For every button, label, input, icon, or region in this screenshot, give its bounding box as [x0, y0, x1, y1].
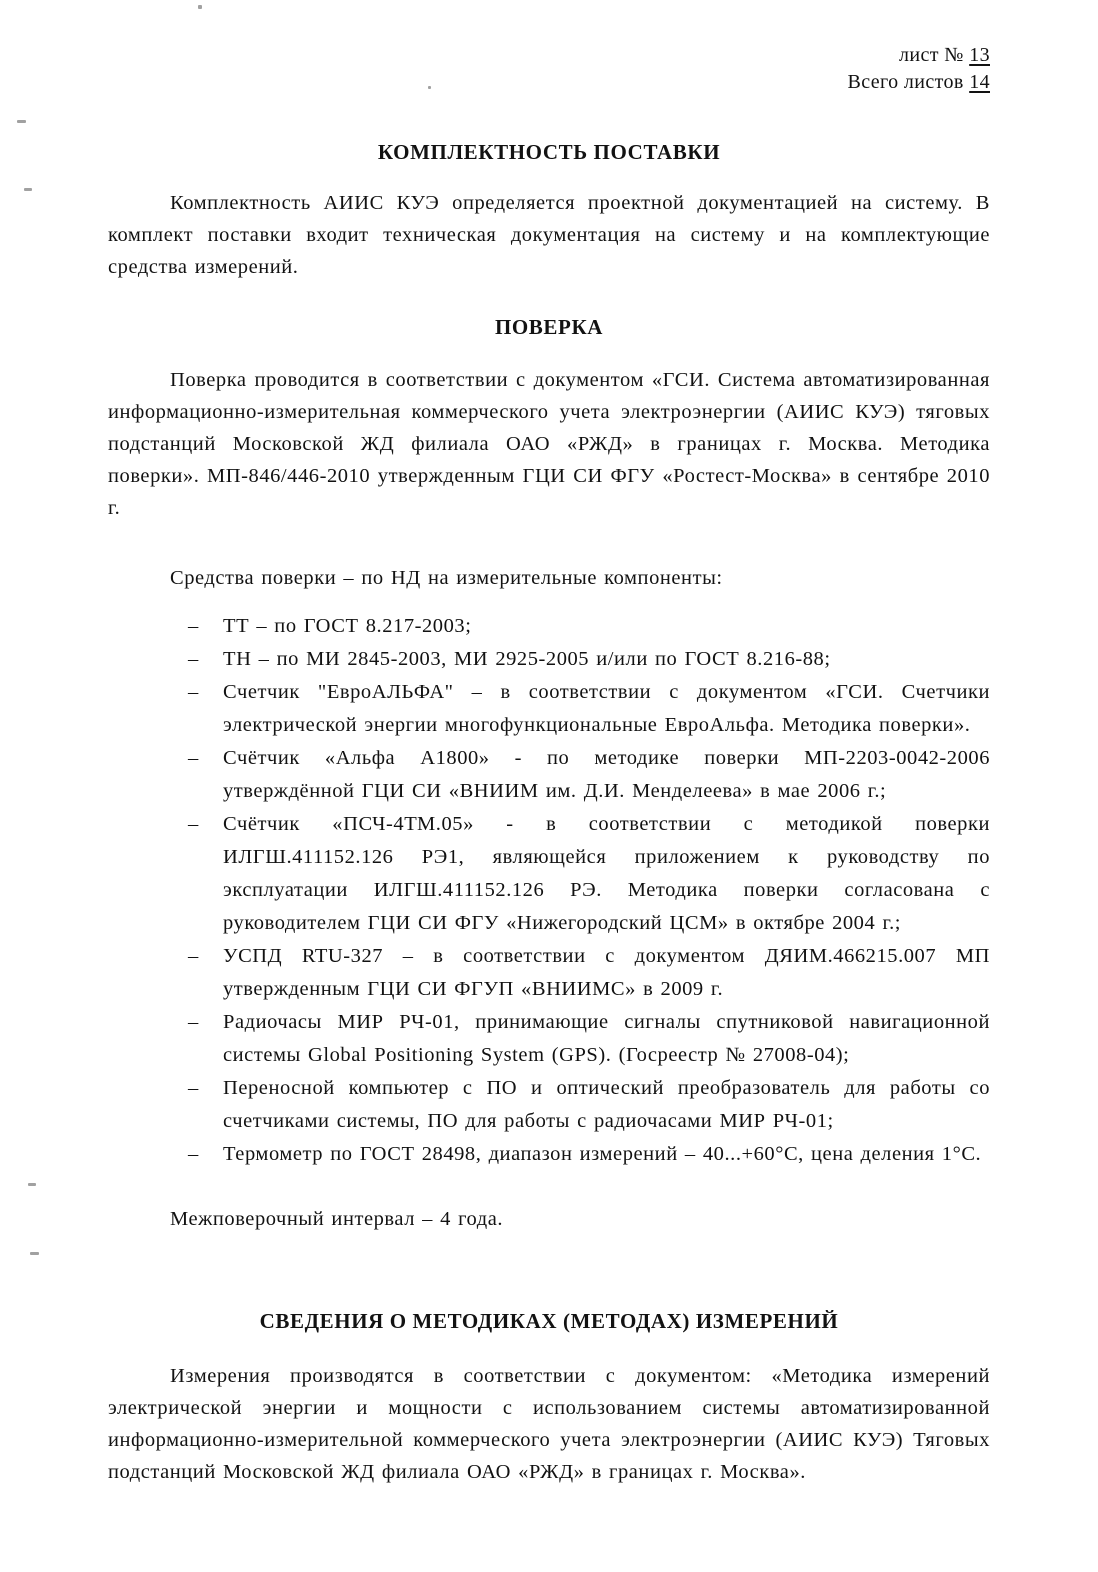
list-item [188, 610, 990, 643]
bullet-dash: – [188, 813, 199, 835]
list-item-text: Радиочасы МИР РЧ-01, принимающие сигналы спутниковой навигационной системы Global Positioning System (GPS). (Госреестр № 27008-04); [223, 1011, 990, 1066]
scan-artifact [28, 1183, 36, 1186]
bullet-dash: – [188, 615, 199, 637]
list-item [188, 676, 990, 742]
bullet-dash: – [188, 1077, 199, 1099]
section-title-complectness: КОМПЛЕКТНОСТЬ ПОСТАВКИ [377, 140, 721, 164]
total-sheets-label: Всего листов [847, 71, 964, 93]
list-item [188, 1072, 990, 1138]
complectness-paragraph: Комплектность АИИС КУЭ определяется проектной документацией на систему. В комплект поставки входит техническая документация на систему и на комплектующие средства измерений. [108, 192, 990, 278]
bullet-dash: – [188, 1143, 199, 1165]
section-title-methods: СВЕДЕНИЯ О МЕТОДИКАХ (МЕТОДАХ) ИЗМЕРЕНИЙ [259, 1309, 839, 1333]
list-item [188, 808, 990, 940]
sheet-number-line [108, 42, 990, 69]
list-item [188, 1006, 990, 1072]
bullet-dash: – [188, 648, 199, 670]
total-sheets-value: 14 [969, 71, 990, 93]
list-item-text: Счётчик «ПСЧ-4ТМ.05» - в соответствии с методикой поверки ИЛГШ.411152.126 РЭ1, являющейся приложением к руководству по эксплуатации ИЛГШ.411152.126 РЭ. Методика поверки согласована с руководителем ГЦИ СИ ФГУ «Нижегородский ЦСМ» в октябре 2004 г.; [223, 813, 990, 934]
total-sheets-line [108, 69, 990, 96]
list-item-text: Термометр по ГОСТ 28498, диапазон измерений – 40...+60°С, цена деления 1°С. [223, 1143, 982, 1165]
bullet-dash: – [188, 1011, 199, 1033]
scan-artifact [17, 120, 26, 123]
section-title-poverka: ПОВЕРКА [494, 315, 604, 339]
list-item-text: ТТ – по ГОСТ 8.217-2003; [223, 615, 472, 637]
interval-paragraph: Межповерочный интервал – 4 года. [170, 1208, 504, 1230]
list-item-text: Переносной компьютер с ПО и оптический преобразователь для работы со счетчиками системы, ПО для работы с радиочасами МИР РЧ-01; [223, 1077, 990, 1132]
scan-artifact [198, 5, 202, 9]
poverka-lead: Средства поверки – по НД на измерительные компоненты: [170, 567, 723, 589]
list-item-text: УСПД RTU-327 – в соответствии с документом ДЯИМ.466215.007 МП утвержденным ГЦИ СИ ФГУП «ВНИИМС» в 2009 г. [223, 945, 990, 1000]
list-item [188, 1138, 990, 1171]
sheet-number-label: лист № [898, 44, 964, 66]
bullet-dash: – [188, 681, 199, 703]
scan-artifact [428, 86, 431, 89]
list-item [188, 643, 990, 676]
bullet-dash: – [188, 747, 199, 769]
sheet-number-value: 13 [969, 44, 990, 66]
poverka-paragraph: Поверка проводится в соответствии с документом «ГСИ. Система автоматизированная информационно-измерительная коммерческого учета электроэнергии (АИИС КУЭ) тяговых подстанций Московской ЖД филиала ОАО «РЖД» в границах г. Москва. Методика поверки». МП-846/446-2010 утвержденным ГЦИ СИ ФГУ «Ростест-Москва» в сентябре 2010 г. [108, 369, 990, 519]
scan-artifact [30, 1252, 39, 1255]
list-item-text: Счетчик "ЕвроАЛЬФА" – в соответствии с документом «ГСИ. Счетчики электрической энергии многофункциональные ЕвроАльфа. Методика поверки». [223, 681, 990, 736]
bullet-dash: – [188, 945, 199, 967]
verification-means-list [108, 610, 990, 1171]
list-item-text: ТН – по МИ 2845-2003, МИ 2925-2005 и/или по ГОСТ 8.216-88; [223, 648, 831, 670]
list-item [188, 742, 990, 808]
sheet-info [108, 0, 990, 96]
scan-artifact [24, 188, 32, 191]
list-item-text: Счётчик «Альфа А1800» - по методике поверки МП-2203-0042-2006 утверждённой ГЦИ СИ «ВНИИМ им. Д.И. Менделеева» в мае 2006 г.; [223, 747, 990, 802]
list-item [188, 940, 990, 1006]
methods-paragraph: Измерения производятся в соответствии с документом: «Методика измерений электрической энергии и мощности с использованием системы автоматизированной информационно-измерительной коммерческого учета электроэнергии (АИИС КУЭ) Тяговых подстанций Московской ЖД филиала ОАО «РЖД» в границах г. Москва». [108, 1365, 990, 1483]
